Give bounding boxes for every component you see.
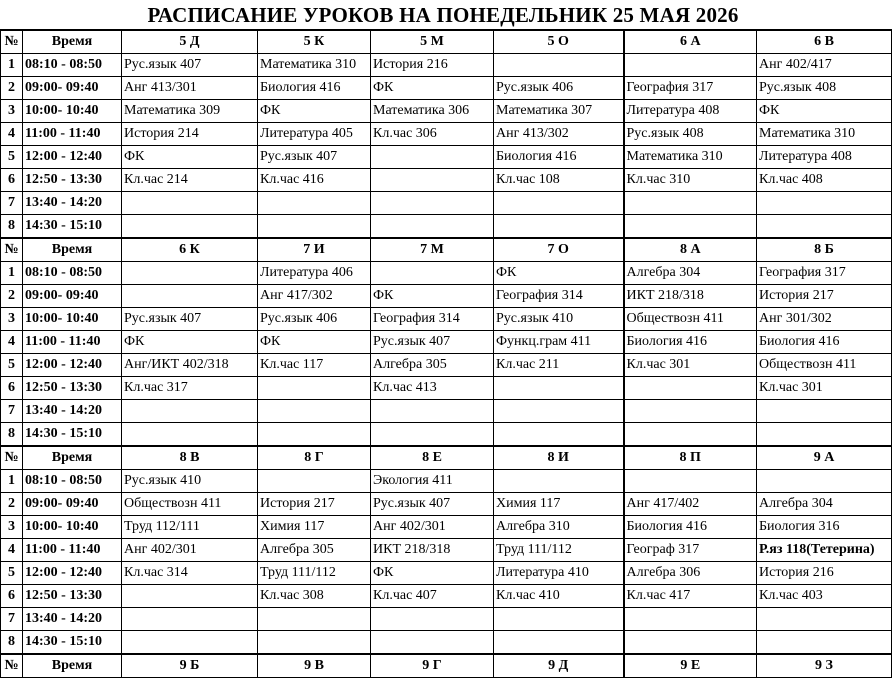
lesson-cell: Труд 112/111 <box>122 516 258 539</box>
lesson-cell: Анг/ИКТ 402/318 <box>122 354 258 377</box>
lesson-cell: Биология 316 <box>757 516 892 539</box>
class-header: 8 В <box>122 446 258 470</box>
block-header-row <box>1 30 892 54</box>
lesson-time: 11:00 - 11:40 <box>23 539 122 562</box>
lesson-cell: Литература 405 <box>258 123 371 146</box>
lesson-cell <box>371 146 494 169</box>
lesson-cell: ФК <box>371 285 494 308</box>
lesson-cell <box>122 262 258 285</box>
lesson-time: 12:00 - 12:40 <box>23 146 122 169</box>
lesson-cell: Р.яз 118(Тетерина) <box>757 539 892 562</box>
lesson-cell: Кл.час 410 <box>494 585 624 608</box>
lesson-time: 14:30 - 15:10 <box>23 423 122 447</box>
lesson-cell: История 217 <box>258 493 371 516</box>
lesson-time: 08:10 - 08:50 <box>23 262 122 285</box>
lesson-number: 4 <box>1 123 23 146</box>
lesson-time: 14:30 - 15:10 <box>23 631 122 655</box>
class-header: 8 П <box>624 446 757 470</box>
lesson-cell: География 314 <box>494 285 624 308</box>
lesson-cell: Химия 117 <box>258 516 371 539</box>
lesson-time: 13:40 - 14:20 <box>23 608 122 631</box>
lesson-cell: Кл.час 317 <box>122 377 258 400</box>
lesson-cell: Кл.час 108 <box>494 169 624 192</box>
lesson-number: 4 <box>1 539 23 562</box>
class-header: 5 О <box>494 30 624 54</box>
lesson-cell: Рус.язык 410 <box>122 470 258 493</box>
lesson-cell: Кл.час 211 <box>494 354 624 377</box>
lesson-cell <box>624 400 757 423</box>
schedule-row <box>1 631 892 655</box>
lesson-cell: Анг 417/302 <box>258 285 371 308</box>
class-header: 6 В <box>757 30 892 54</box>
lesson-number: 3 <box>1 308 23 331</box>
lesson-cell <box>122 585 258 608</box>
lesson-cell <box>757 423 892 447</box>
block-header-row <box>1 446 892 470</box>
lesson-number: 4 <box>1 331 23 354</box>
lesson-cell <box>122 285 258 308</box>
lesson-cell <box>624 54 757 77</box>
schedule-row <box>1 608 892 631</box>
lesson-time: 11:00 - 11:40 <box>23 331 122 354</box>
lesson-cell: Анг 402/417 <box>757 54 892 77</box>
lesson-time: 08:10 - 08:50 <box>23 54 122 77</box>
lesson-cell <box>122 608 258 631</box>
lesson-cell: Кл.час 314 <box>122 562 258 585</box>
class-header: 7 О <box>494 238 624 262</box>
lesson-cell: Алгебра 305 <box>258 539 371 562</box>
lesson-cell <box>258 470 371 493</box>
lesson-cell: ФК <box>258 100 371 123</box>
lesson-cell <box>624 192 757 215</box>
schedule-row <box>1 493 892 516</box>
lesson-cell <box>258 377 371 400</box>
lesson-number: 7 <box>1 192 23 215</box>
lesson-cell <box>494 631 624 655</box>
lesson-cell: Анг 417/402 <box>624 493 757 516</box>
lesson-cell <box>371 192 494 215</box>
class-header: 8 Б <box>757 238 892 262</box>
lesson-cell: Алгебра 305 <box>371 354 494 377</box>
lesson-time: 12:50 - 13:30 <box>23 169 122 192</box>
class-header: 8 А <box>624 238 757 262</box>
lesson-cell: География 314 <box>371 308 494 331</box>
lesson-cell: Алгебра 304 <box>624 262 757 285</box>
schedule-row <box>1 308 892 331</box>
schedule-row <box>1 516 892 539</box>
lesson-number: 2 <box>1 77 23 100</box>
lesson-cell: Рус.язык 410 <box>494 308 624 331</box>
lesson-cell: Кл.час 214 <box>122 169 258 192</box>
lesson-time: 08:10 - 08:50 <box>23 470 122 493</box>
lesson-cell: История 216 <box>371 54 494 77</box>
schedule-row <box>1 470 892 493</box>
lesson-cell: Математика 309 <box>122 100 258 123</box>
lesson-cell: Анг 402/301 <box>122 539 258 562</box>
lesson-cell: Экология 411 <box>371 470 494 493</box>
class-header: 9 Д <box>494 654 624 678</box>
lesson-cell <box>371 608 494 631</box>
lesson-cell: История 217 <box>757 285 892 308</box>
lesson-time: 13:40 - 14:20 <box>23 192 122 215</box>
lesson-cell: ИКТ 218/318 <box>624 285 757 308</box>
class-header: 6 К <box>122 238 258 262</box>
lesson-cell <box>494 608 624 631</box>
class-header: 9 А <box>757 446 892 470</box>
lesson-cell: Кл.час 301 <box>757 377 892 400</box>
lesson-cell: ФК <box>371 562 494 585</box>
lesson-cell <box>258 608 371 631</box>
lesson-time: 10:00- 10:40 <box>23 100 122 123</box>
lesson-cell: Анг 413/302 <box>494 123 624 146</box>
schedule-row <box>1 539 892 562</box>
lesson-cell: Обществозн 411 <box>624 308 757 331</box>
lesson-number: 8 <box>1 215 23 239</box>
lesson-cell: Кл.час 417 <box>624 585 757 608</box>
class-header: 9 Г <box>371 654 494 678</box>
lesson-cell <box>624 423 757 447</box>
lesson-cell <box>258 631 371 655</box>
lesson-cell <box>494 54 624 77</box>
lesson-cell: История 214 <box>122 123 258 146</box>
lesson-cell: Кл.час 407 <box>371 585 494 608</box>
lesson-cell <box>494 377 624 400</box>
lesson-time: 10:00- 10:40 <box>23 308 122 331</box>
schedule-row <box>1 377 892 400</box>
class-header: 7 И <box>258 238 371 262</box>
class-header: 8 Г <box>258 446 371 470</box>
schedule-row <box>1 54 892 77</box>
lesson-cell: Математика 310 <box>258 54 371 77</box>
schedule-row <box>1 100 892 123</box>
class-header: 5 М <box>371 30 494 54</box>
lesson-time: 11:00 - 11:40 <box>23 123 122 146</box>
lesson-cell: Биология 416 <box>757 331 892 354</box>
schedule-row <box>1 192 892 215</box>
schedule-row <box>1 215 892 239</box>
schedule-row <box>1 123 892 146</box>
num-header: № <box>1 446 23 470</box>
lesson-time: 13:40 - 14:20 <box>23 400 122 423</box>
block-header-row-partial <box>1 654 892 678</box>
lesson-cell: Алгебра 306 <box>624 562 757 585</box>
lesson-cell <box>624 608 757 631</box>
schedule-row <box>1 400 892 423</box>
lesson-cell <box>371 169 494 192</box>
lesson-cell: Биология 416 <box>494 146 624 169</box>
lesson-cell: Кл.час 308 <box>258 585 371 608</box>
lesson-cell: История 216 <box>757 562 892 585</box>
schedule-row <box>1 262 892 285</box>
lesson-number: 7 <box>1 608 23 631</box>
lesson-cell <box>258 215 371 239</box>
class-header: 6 А <box>624 30 757 54</box>
lesson-cell <box>258 400 371 423</box>
schedule-row <box>1 423 892 447</box>
lesson-cell: Географ 317 <box>624 539 757 562</box>
lesson-time: 09:00- 09:40 <box>23 77 122 100</box>
lesson-cell <box>494 215 624 239</box>
schedule-row <box>1 77 892 100</box>
lesson-cell: Анг 402/301 <box>371 516 494 539</box>
lesson-cell <box>757 470 892 493</box>
lesson-cell <box>494 470 624 493</box>
class-header: 5 Д <box>122 30 258 54</box>
lesson-cell <box>371 631 494 655</box>
lesson-cell: Рус.язык 408 <box>757 77 892 100</box>
lesson-cell: Рус.язык 407 <box>258 146 371 169</box>
lesson-cell: Математика 310 <box>624 146 757 169</box>
lesson-cell: Рус.язык 407 <box>122 54 258 77</box>
schedule-table <box>0 29 892 678</box>
lesson-cell <box>258 192 371 215</box>
lesson-cell <box>371 262 494 285</box>
lesson-number: 3 <box>1 516 23 539</box>
lesson-cell <box>624 631 757 655</box>
lesson-time: 12:00 - 12:40 <box>23 354 122 377</box>
lesson-cell: Литература 408 <box>757 146 892 169</box>
lesson-cell: Рус.язык 406 <box>258 308 371 331</box>
lesson-time: 12:00 - 12:40 <box>23 562 122 585</box>
class-header: 9 Б <box>122 654 258 678</box>
lesson-cell: ИКТ 218/318 <box>371 539 494 562</box>
num-header: № <box>1 654 23 678</box>
class-header: 9 Е <box>624 654 757 678</box>
class-header: 5 К <box>258 30 371 54</box>
lesson-number: 1 <box>1 54 23 77</box>
lesson-cell: Рус.язык 408 <box>624 123 757 146</box>
lesson-cell: Литература 406 <box>258 262 371 285</box>
schedule-row <box>1 146 892 169</box>
lesson-cell: ФК <box>494 262 624 285</box>
lesson-cell: Биология 416 <box>624 331 757 354</box>
lesson-cell: Рус.язык 407 <box>122 308 258 331</box>
lesson-number: 2 <box>1 493 23 516</box>
lesson-number: 3 <box>1 100 23 123</box>
lesson-cell: ФК <box>122 146 258 169</box>
lesson-cell: Математика 307 <box>494 100 624 123</box>
page-title: РАСПИСАНИЕ УРОКОВ НА ПОНЕДЕЛЬНИК 25 МАЯ 2026 <box>147 3 739 27</box>
lesson-cell <box>122 192 258 215</box>
lesson-cell: ФК <box>122 331 258 354</box>
lesson-number: 5 <box>1 146 23 169</box>
lesson-cell <box>494 400 624 423</box>
time-header: Время <box>23 30 122 54</box>
lesson-time: 10:00- 10:40 <box>23 516 122 539</box>
lesson-number: 5 <box>1 354 23 377</box>
class-header: 8 И <box>494 446 624 470</box>
lesson-cell: ФК <box>757 100 892 123</box>
lesson-cell: Кл.час 408 <box>757 169 892 192</box>
lesson-cell: ФК <box>371 77 494 100</box>
lesson-cell <box>122 215 258 239</box>
time-header: Время <box>23 446 122 470</box>
lesson-cell <box>757 608 892 631</box>
lesson-number: 6 <box>1 169 23 192</box>
block-header-row <box>1 238 892 262</box>
lesson-cell <box>258 423 371 447</box>
lesson-cell: Кл.час 301 <box>624 354 757 377</box>
lesson-time: 12:50 - 13:30 <box>23 585 122 608</box>
lesson-cell: Математика 310 <box>757 123 892 146</box>
lesson-cell: Биология 416 <box>624 516 757 539</box>
lesson-cell: Литература 410 <box>494 562 624 585</box>
lesson-cell: Анг 301/302 <box>757 308 892 331</box>
lesson-number: 8 <box>1 423 23 447</box>
lesson-cell <box>371 423 494 447</box>
lesson-time: 12:50 - 13:30 <box>23 377 122 400</box>
lesson-cell: Литература 408 <box>624 100 757 123</box>
lesson-number: 2 <box>1 285 23 308</box>
lesson-cell: Математика 306 <box>371 100 494 123</box>
lesson-cell: Биология 416 <box>258 77 371 100</box>
lesson-cell <box>122 400 258 423</box>
lesson-number: 6 <box>1 377 23 400</box>
lesson-number: 6 <box>1 585 23 608</box>
lesson-cell: География 317 <box>624 77 757 100</box>
lesson-cell <box>371 215 494 239</box>
num-header: № <box>1 238 23 262</box>
lesson-cell <box>624 377 757 400</box>
lesson-cell: Кл.час 310 <box>624 169 757 192</box>
lesson-cell <box>122 631 258 655</box>
lesson-cell: Алгебра 310 <box>494 516 624 539</box>
lesson-cell <box>757 192 892 215</box>
lesson-cell: Рус.язык 407 <box>371 331 494 354</box>
lesson-cell: Функц.грам 411 <box>494 331 624 354</box>
lesson-number: 5 <box>1 562 23 585</box>
lesson-number: 1 <box>1 262 23 285</box>
lesson-number: 1 <box>1 470 23 493</box>
lesson-cell: Рус.язык 406 <box>494 77 624 100</box>
lesson-cell: Кл.час 413 <box>371 377 494 400</box>
lesson-cell: Труд 111/112 <box>258 562 371 585</box>
lesson-cell: Кл.час 306 <box>371 123 494 146</box>
lesson-cell <box>757 400 892 423</box>
time-header: Время <box>23 654 122 678</box>
class-header: 9 З <box>757 654 892 678</box>
class-header: 7 М <box>371 238 494 262</box>
lesson-cell: Кл.час 403 <box>757 585 892 608</box>
lesson-number: 8 <box>1 631 23 655</box>
class-header: 8 Е <box>371 446 494 470</box>
lesson-cell: Кл.час 416 <box>258 169 371 192</box>
lesson-cell <box>624 470 757 493</box>
schedule-row <box>1 585 892 608</box>
schedule-row <box>1 331 892 354</box>
lesson-cell: Рус.язык 407 <box>371 493 494 516</box>
lesson-cell <box>757 215 892 239</box>
lesson-cell <box>624 215 757 239</box>
lesson-cell <box>371 400 494 423</box>
schedule-row <box>1 285 892 308</box>
lesson-cell <box>494 423 624 447</box>
lesson-time: 09:00- 09:40 <box>23 493 122 516</box>
lesson-cell: Химия 117 <box>494 493 624 516</box>
schedule-row <box>1 169 892 192</box>
schedule-row <box>1 562 892 585</box>
lesson-cell: ФК <box>258 331 371 354</box>
lesson-cell: Обществозн 411 <box>122 493 258 516</box>
lesson-cell: Анг 413/301 <box>122 77 258 100</box>
lesson-cell: Обществозн 411 <box>757 354 892 377</box>
schedule-row <box>1 354 892 377</box>
lesson-cell <box>757 631 892 655</box>
lesson-time: 09:00- 09:40 <box>23 285 122 308</box>
time-header: Время <box>23 238 122 262</box>
lesson-cell: География 317 <box>757 262 892 285</box>
lesson-cell: Труд 111/112 <box>494 539 624 562</box>
num-header: № <box>1 30 23 54</box>
lesson-cell: Кл.час 117 <box>258 354 371 377</box>
lesson-cell <box>122 423 258 447</box>
lesson-cell: Алгебра 304 <box>757 493 892 516</box>
lesson-time: 14:30 - 15:10 <box>23 215 122 239</box>
lesson-number: 7 <box>1 400 23 423</box>
lesson-cell <box>494 192 624 215</box>
class-header: 9 В <box>258 654 371 678</box>
